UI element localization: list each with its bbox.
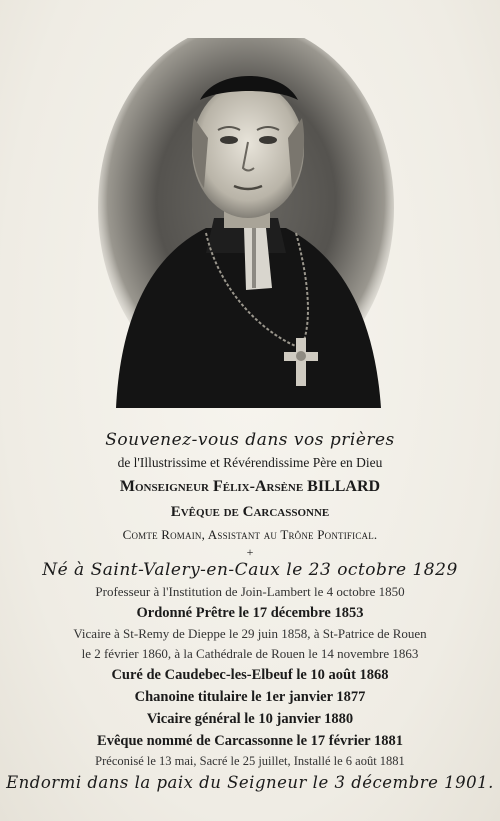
bio-line: Vicaire à St-Remy de Dieppe le 29 juin 1858, à St-Patrice de Rouen bbox=[73, 626, 427, 641]
bio-line: Chanoine titulaire le 1er janvier 1877 bbox=[134, 689, 366, 705]
bio-line: Curé de Caudebec-les-Elbeuf le 10 août 1868 bbox=[111, 667, 389, 683]
bio-line-birth: Né à Saint-Valery-en-Caux le 23 octobre 1829 bbox=[42, 560, 458, 580]
bio-line: le 2 février 1860, à la Cathédrale de Rouen le 14 novembre 1863 bbox=[81, 646, 419, 661]
divider-cross-icon: + bbox=[246, 545, 254, 559]
bishop-name: Monseigneur Félix-Arsène BILLARD bbox=[119, 478, 381, 495]
prayer-heading: Souvenez-vous dans vos prières bbox=[105, 430, 395, 450]
intro-line: de l'Illustrissime et Révérendissime Père en Dieu bbox=[117, 455, 383, 470]
bio-line: Evêque nommé de Carcassonne le 17 février 1881 bbox=[97, 733, 403, 749]
bio-line: Préconisé le 13 mai, Sacré le 25 juillet, Installé le 6 août 1881 bbox=[95, 754, 405, 768]
honor-line: Comte Romain, Assistant au Trône Pontifical. bbox=[122, 527, 378, 542]
bishop-portrait bbox=[96, 38, 396, 408]
bishop-title: Evêque de Carcassonne bbox=[170, 504, 330, 520]
bio-line: Professeur à l'Institution de Join-Lambert le 4 octobre 1850 bbox=[95, 584, 405, 599]
bio-line: Vicaire général le 10 janvier 1880 bbox=[146, 711, 354, 727]
bio-line: Ordonné Prêtre le 17 décembre 1853 bbox=[136, 605, 364, 621]
memorial-text bbox=[0, 424, 500, 795]
bio-line-death: Endormi dans la paix du Seigneur le 3 décembre 1901. bbox=[6, 773, 494, 792]
